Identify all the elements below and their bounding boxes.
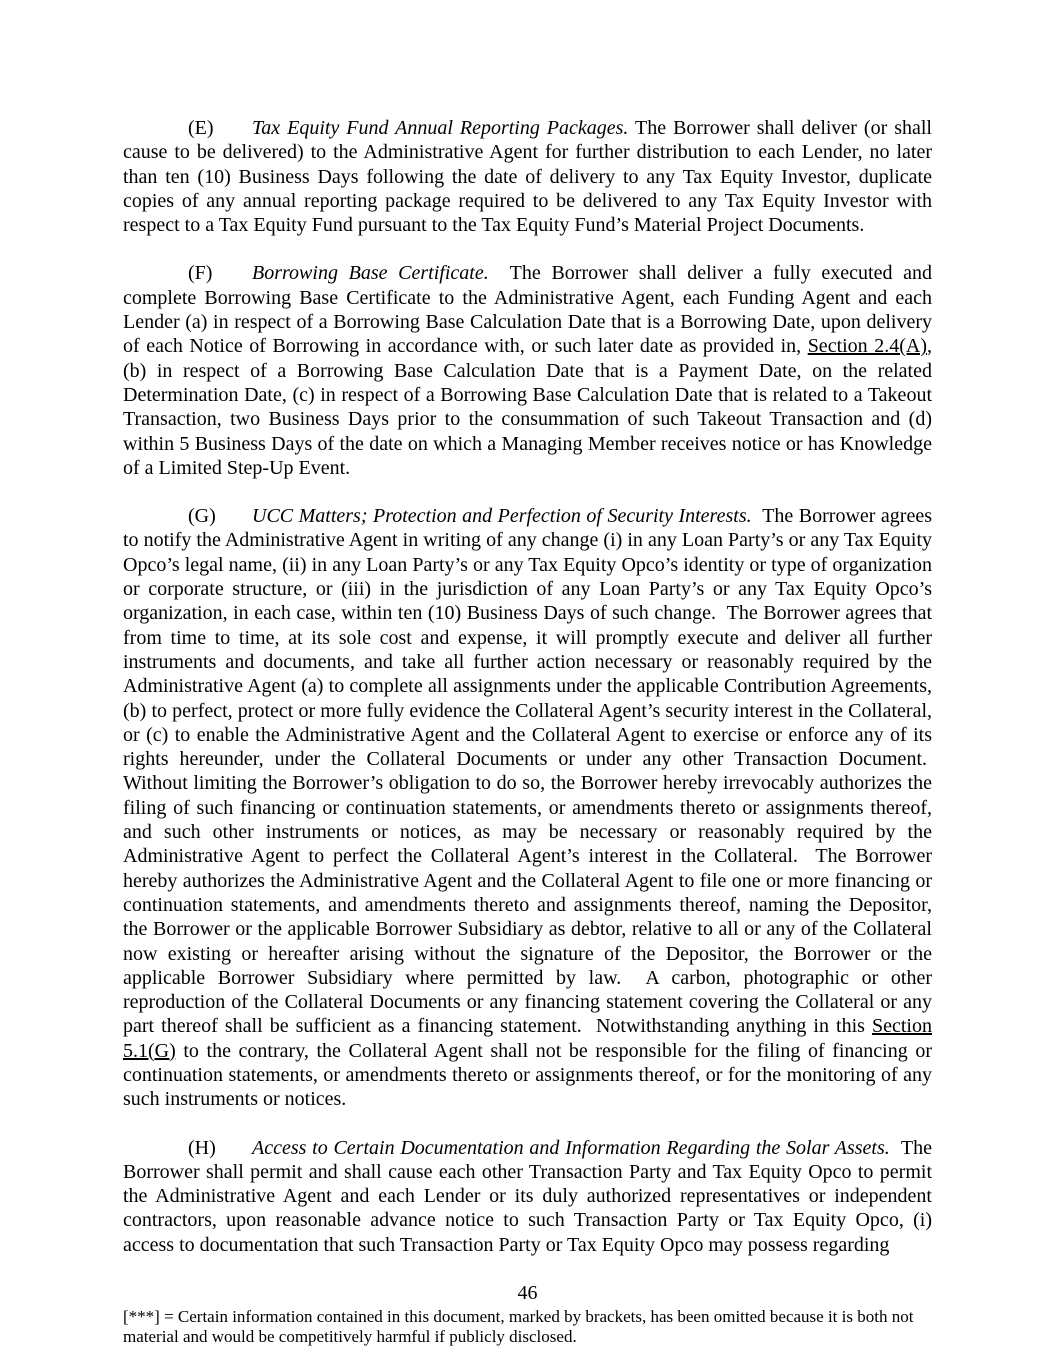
text-segment-normal: The Borrower shall deliver a fully executed and complete Borrowing Base Certificate to the Administrative Agent, each Funding Agent and each Lender (a) in respect of a Borrowing Base Calculation Date that is a Borrowing Date, upon delivery of each Notice of Borrowing in accordance with, or such later date as provided in, [123, 262, 933, 358]
paragraph-e [123, 116, 932, 237]
text-segment-normal: , (b) in respect of a Borrowing Base Calculation Date that is a Payment Date, on the related Determination Date, (c) in respect of a Borrowing Base Calculation Date that is related to a Takeout Transaction, two Business Days prior to the consummation of such Takeout Transaction and (d) within 5 Business Days of the date on which a Managing Member receives notice or has Knowledge of a Limited Step-Up Event. [123, 335, 932, 479]
paragraph-label: (E) [188, 117, 214, 139]
text-segment-underline: Section 2.4(A) [807, 335, 927, 358]
text-segment-underline: Section 5.1(G) [123, 1015, 932, 1062]
text-segment-italic: Tax Equity Fund Annual Reporting Packages. [252, 117, 629, 139]
text-segment-normal: to the contrary, the Collateral Agent shall not be responsible for the filing of financing or continuation statements, or amendments thereto or assignments thereof, or for the monitoring of any such instruments or notices. [123, 1039, 932, 1111]
text-segment-italic: UCC Matters; Protection and Perfection of Security Interests. [252, 505, 752, 528]
document-body [123, 116, 932, 1257]
footnote: [***] = Certain information contained in this document, marked by brackets, has been omitted because it is both not material and would be competitively harmful if publicly disclosed. [123, 1307, 914, 1347]
text-segment-normal: The Borrower agrees to notify the Administrative Agent in writing of any change (i) in any Loan Party’s or any Tax Equity Opco’s legal name, (ii) in any Loan Party’s or any Tax Equity Opco’s identity or type of organization or corporate structure, or (iii) in the jurisdiction of any Loan Party’s or any Tax Equity Opco’s organization, in each case, within ten (10) Business Days of such change. The Borrower agrees that from time to time, at its sole cost and expense, it will promptly execute and deliver all further instruments and documents, and take all further action necessary or reasonably required by the Administrative Agent (a) to complete all assignments under the applicable Contribution Agreements, (b) to perfect, protect or more fully evidence the Collateral Agent’s security interest in the Collateral, or (c) to enable the Administrative Agent and the Collateral Agent to exercise or enforce any of its rights hereunder, under the Collateral Documents or under any other Transaction Document. Without limiting the Borrower’s obligation to do so, the Borrower hereby irrevocably authorizes the filing of such financing or continuation statements, or amendments thereto or assignments thereof, and such other instruments or notices, as may be necessary or reasonably required by the Administrative Agent to perfect the Collateral Agent’s interest in the Collateral. The Borrower hereby authorizes the Administrative Agent and the Collateral Agent to file one or more financing or continuation statements, and amendments thereto and assignments thereof, naming the Depositor, the Borrower or the applicable Borrower Subsidiary as debtor, relative to all or any of the Collateral now existing or hereafter arising without the signature of the Depositor, the Borrower or the applicable Borrower Subsidiary where permitted by law. A carbon, photographic or other reproduction of the Collateral Documents or any financing statement covering the Collateral or any part thereof shall be sufficient as a financing statement. Notwithstanding anything in this [123, 505, 932, 1038]
paragraph-label: (H) [188, 1136, 216, 1159]
paragraph-g [123, 504, 932, 1111]
paragraph-f [123, 261, 932, 480]
paragraph-label: (G) [188, 505, 216, 528]
text-segment-italic: Borrowing Base Certificate. [252, 262, 489, 285]
page-number: 46 [517, 1282, 538, 1305]
paragraph-h [123, 1136, 932, 1257]
text-segment-normal: The Borrower shall permit and shall cause each other Transaction Party and Tax Equity Opco to permit the Administrative Agent and each Lender or its duly authorized representatives or independent contractors, upon reasonable advance notice to such Transaction Party or Tax Equity Opco, (i) access to documentation that such Transaction Party or Tax Equity Opco may possess regarding [123, 1136, 933, 1256]
text-segment-normal: The Borrower shall deliver (or shall cause to be delivered) to the Administrative Agent for further distribution to each Lender, no later than ten (10) Business Days following the date of delivery to any Tax Equity Investor, duplicate copies of any annual reporting package required to be delivered to any Tax Equity Investor with respect to a Tax Equity Fund pursuant to the Tax Equity Fund’s Material Project Documents. [123, 117, 932, 237]
text-segment-italic: Access to Certain Documentation and Information Regarding the Solar Assets. [252, 1136, 890, 1159]
paragraph-label: (F) [188, 262, 213, 285]
